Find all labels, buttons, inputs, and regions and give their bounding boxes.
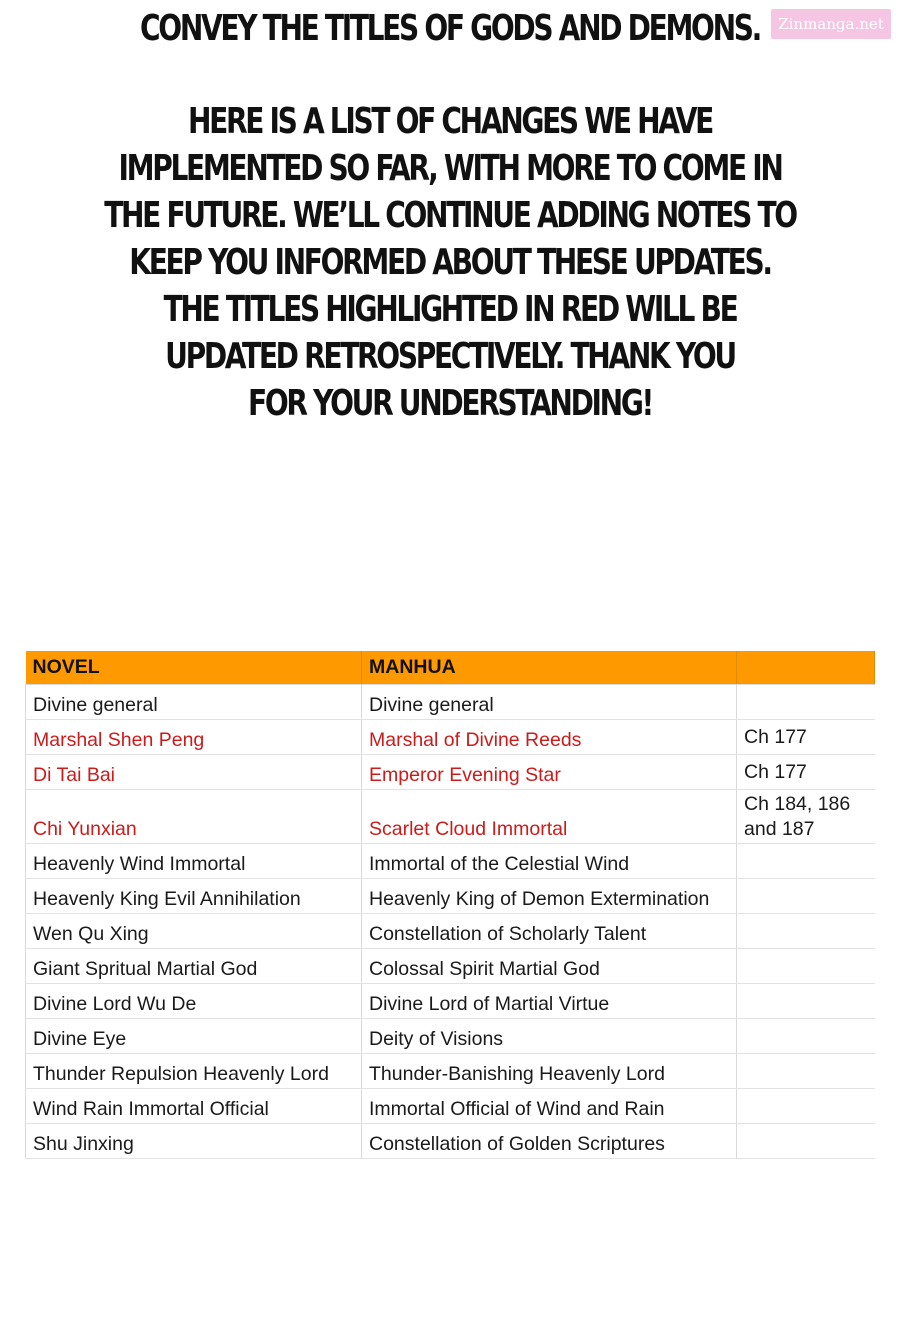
column-header-novel: NOVEL	[26, 651, 362, 685]
manhua-title-cell: Colossal Spirit Martial God	[362, 949, 737, 984]
chapter-note-cell	[737, 984, 875, 1019]
chapter-note-cell	[737, 1089, 875, 1124]
novel-title-cell: Wind Rain Immortal Official	[26, 1089, 362, 1124]
manhua-title-cell: Heavenly King of Demon Extermination	[362, 879, 737, 914]
manhua-title-cell: Marshal of Divine Reeds	[362, 720, 737, 755]
manhua-title-cell: Thunder-Banishing Heavenly Lord	[362, 1054, 737, 1089]
chapter-note-cell	[737, 685, 875, 720]
manhua-title-cell: Immortal of the Celestial Wind	[362, 844, 737, 879]
novel-title-cell: Wen Qu Xing	[26, 914, 362, 949]
chapter-note-cell	[737, 1054, 875, 1089]
novel-title-cell: Divine Eye	[26, 1019, 362, 1054]
table-row	[26, 844, 875, 879]
novel-title-cell: Divine Lord Wu De	[26, 984, 362, 1019]
notice-line: HERE IS A LIST OF CHANGES WE HAVE	[187, 101, 713, 142]
novel-title-cell: Thunder Repulsion Heavenly Lord	[26, 1054, 362, 1089]
manhua-title-cell: Divine Lord of Martial Virtue	[362, 984, 737, 1019]
table-row	[26, 1124, 875, 1159]
chapter-note-cell	[737, 879, 875, 914]
notice-text	[99, 98, 801, 427]
novel-title-cell: Heavenly King Evil Annihilation	[26, 879, 362, 914]
chapter-note-cell: Ch 177	[737, 720, 875, 755]
novel-title-cell: Giant Spritual Martial God	[26, 949, 362, 984]
table-row	[26, 790, 875, 844]
chapter-note-cell	[737, 949, 875, 984]
chapter-note-cell: Ch 184, 186 and 187	[737, 790, 875, 844]
chapter-note-cell	[737, 914, 875, 949]
manhua-title-cell: Emperor Evening Star	[362, 755, 737, 790]
novel-title-cell: Marshal Shen Peng	[26, 720, 362, 755]
table-row	[26, 1089, 875, 1124]
chapter-note-cell: Ch 177	[737, 755, 875, 790]
novel-title-cell: Chi Yunxian	[26, 790, 362, 844]
manhua-title-cell: Scarlet Cloud Immortal	[362, 790, 737, 844]
manhua-title-cell: Deity of Visions	[362, 1019, 737, 1054]
table-row	[26, 720, 875, 755]
chapter-note-cell	[737, 1019, 875, 1054]
table-row	[26, 1019, 875, 1054]
title-changes-table	[25, 651, 875, 1159]
manhua-title-cell: Constellation of Scholarly Talent	[362, 914, 737, 949]
table-row	[26, 914, 875, 949]
notice-line: THE TITLES HIGHLIGHTED IN RED WILL BE	[163, 289, 737, 330]
novel-title-cell: Di Tai Bai	[26, 755, 362, 790]
watermark-badge: Zinmanga.net	[771, 9, 891, 39]
column-header-notes	[737, 651, 875, 685]
table-row	[26, 879, 875, 914]
notice-line: IMPLEMENTED SO FAR, WITH MORE TO COME IN	[118, 148, 782, 189]
novel-title-cell: Divine general	[26, 685, 362, 720]
novel-title-cell: Shu Jinxing	[26, 1124, 362, 1159]
table-row	[26, 949, 875, 984]
notice-line: UPDATED RETROSPECTIVELY. THANK YOU	[165, 336, 735, 377]
notice-line: KEEP YOU INFORMED ABOUT THESE UPDATES.	[129, 242, 771, 283]
table-row	[26, 755, 875, 790]
table-row	[26, 1054, 875, 1089]
manhua-title-cell: Divine general	[362, 685, 737, 720]
page-heading: CONVEY THE TITLES OF GODS AND DEMONS.	[140, 8, 760, 49]
table-row	[26, 984, 875, 1019]
chapter-note-cell	[737, 1124, 875, 1159]
chapter-note-cell	[737, 844, 875, 879]
notice-line: FOR YOUR UNDERSTANDING!	[248, 383, 652, 424]
novel-title-cell: Heavenly Wind Immortal	[26, 844, 362, 879]
manhua-title-cell: Constellation of Golden Scriptures	[362, 1124, 737, 1159]
table-row	[26, 685, 875, 720]
table-body	[26, 685, 875, 1159]
manhua-title-cell: Immortal Official of Wind and Rain	[362, 1089, 737, 1124]
notice-line: THE FUTURE. WE’LL CONTINUE ADDING NOTES TO	[104, 195, 796, 236]
table-header-row	[26, 651, 875, 685]
column-header-manhua: MANHUA	[362, 651, 737, 685]
